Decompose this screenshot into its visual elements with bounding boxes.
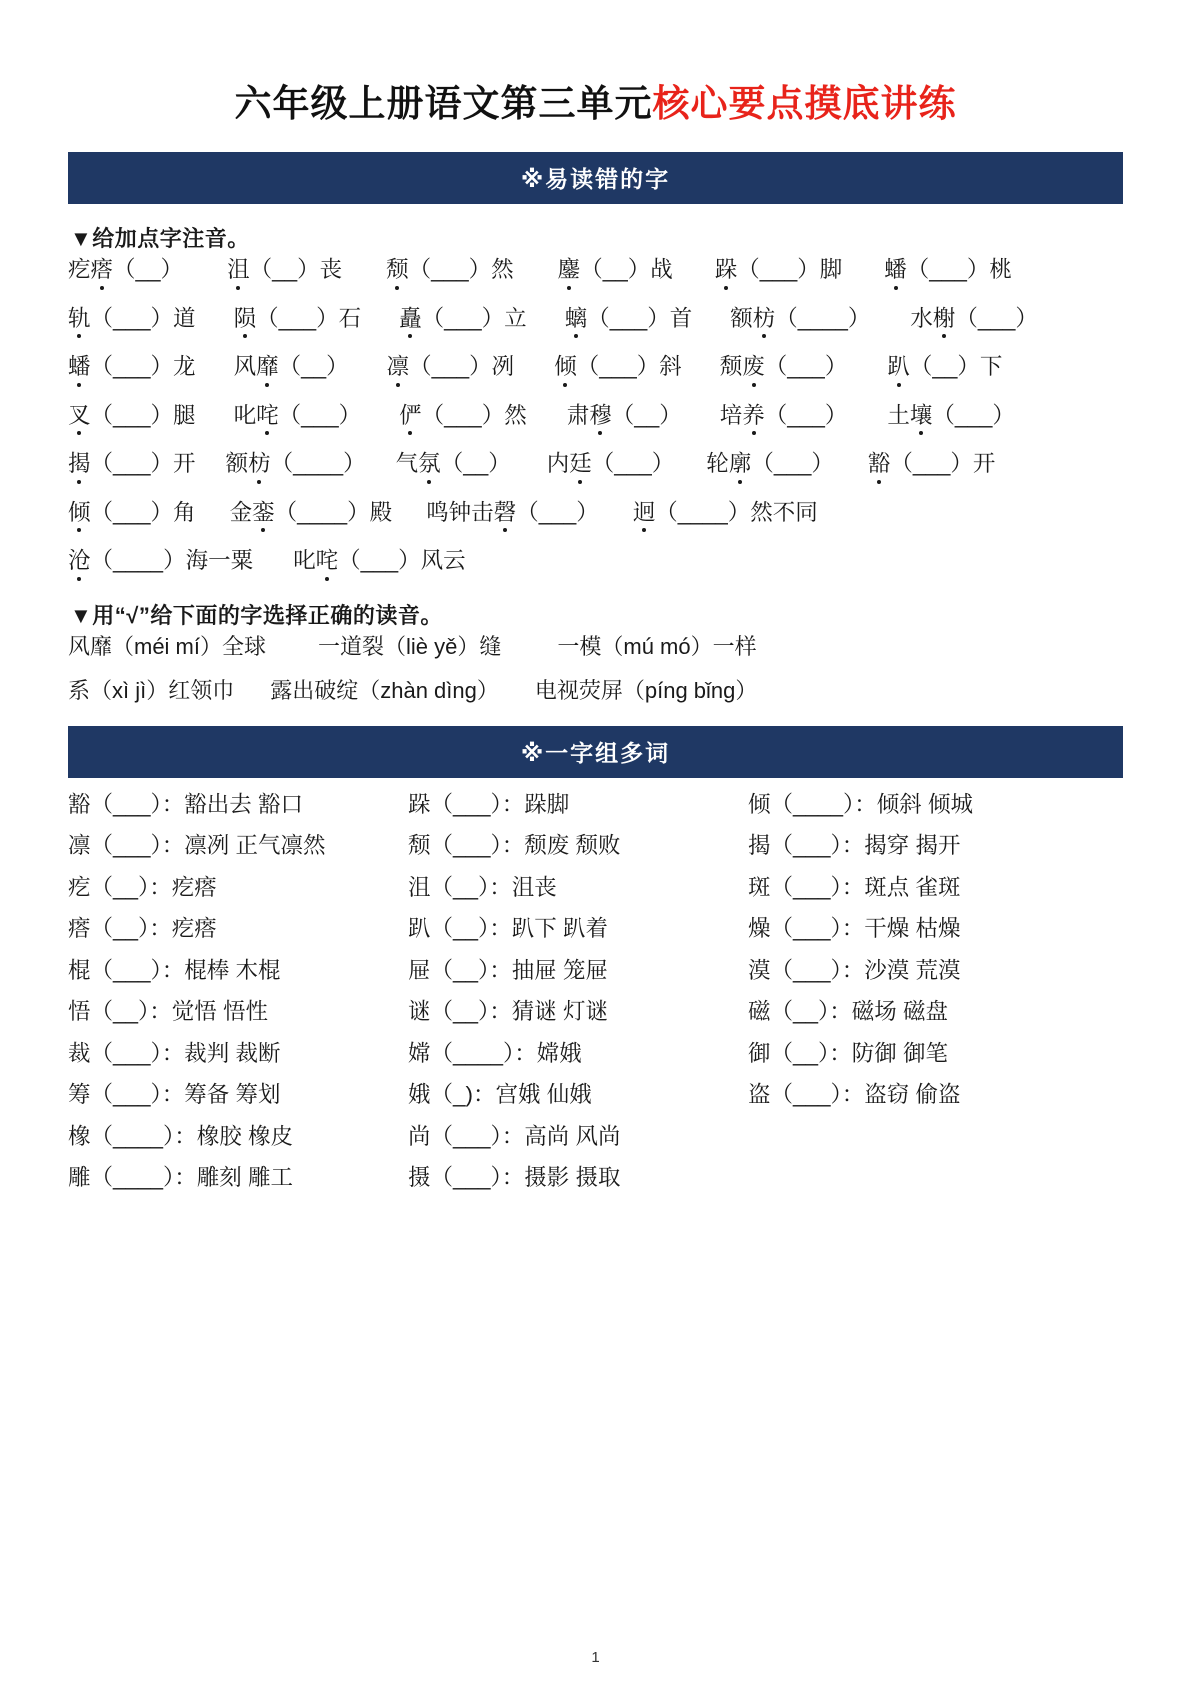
item-prefix: 轮 [706, 451, 729, 477]
answer-blank[interactable]: （___） [955, 305, 1038, 331]
word-building-cell[interactable]: 尚（___）：高尚 风尚 [408, 1123, 621, 1149]
answer-blank[interactable]: （____）海一粟 [90, 548, 254, 574]
word-building-cell[interactable]: 趴（__）：趴下 趴着 [408, 916, 609, 942]
item-prefix: 额 [225, 451, 249, 477]
dotted-character: 豁 [867, 451, 891, 477]
pinyin-exercise-item [396, 453, 511, 482]
item-prefix: 额 [730, 305, 753, 331]
pinyin-exercise-item [887, 356, 1002, 385]
pinyin-exercise-item [234, 356, 349, 385]
choose-reading-item[interactable]: 风靡（méi mí）全球 [68, 633, 267, 659]
answer-blank[interactable]: （___） [751, 451, 834, 477]
answer-blank[interactable]: （___）龙 [90, 354, 196, 380]
item-prefix: 内 [546, 451, 570, 477]
section-header-label-1: ※易读错的字 [520, 166, 671, 193]
word-building-grid [68, 791, 1123, 1191]
word-building-cell[interactable]: 跺（___）：跺脚 [408, 791, 570, 817]
dotted-character: 沮 [227, 257, 250, 283]
word-building-cell[interactable]: 沮（__）：沮丧 [408, 874, 557, 900]
word-building-cell[interactable]: 御（__）：防御 御笔 [748, 1040, 949, 1066]
dotted-character: 颓 [386, 257, 409, 283]
dotted-character: 氛 [418, 451, 441, 477]
pinyin-exercise-row [68, 499, 1123, 531]
answer-blank[interactable]: （___） [764, 354, 848, 380]
section-header-yizizuoduoci [68, 726, 1123, 778]
pinyin-exercise-item [226, 453, 366, 482]
pinyin-exercise-item [229, 499, 393, 531]
page-number: 1 [591, 1649, 600, 1666]
answer-blank[interactable]: （___）斜 [576, 354, 682, 380]
dotted-character: 枋 [752, 305, 776, 331]
answer-blank[interactable]: （__） [611, 402, 682, 428]
dotted-character: 廓 [728, 451, 752, 477]
dotted-character: 銮 [252, 499, 275, 525]
pinyin-exercise-row [68, 305, 1123, 337]
answer-blank[interactable]: （__） [278, 354, 349, 380]
word-building-cell[interactable]: 雕（____）：雕刻 雕工 [68, 1165, 294, 1191]
dotted-character: 蟠 [68, 354, 91, 380]
word-building-cell[interactable]: 斑（___）：斑点 雀斑 [748, 874, 961, 900]
dotted-character: 咤 [256, 402, 279, 428]
pinyin-exercise-item [706, 453, 834, 482]
dotted-character: 磬 [493, 499, 517, 525]
pinyin-exercise-item [233, 402, 362, 434]
item-prefix: 鸣钟击 [426, 499, 494, 525]
pinyin-exercise-item [868, 453, 996, 482]
item-prefix: 水 [910, 305, 933, 331]
choose-reading-item[interactable]: 一模（mú mó）一样 [557, 633, 757, 659]
answer-blank[interactable]: （___）石 [256, 305, 362, 331]
dotted-character: 矗 [399, 305, 422, 331]
pinyin-exercise-row [68, 402, 1123, 434]
pinyin-exercise-row [68, 550, 1123, 579]
item-prefix: 土 [887, 402, 910, 428]
dotted-character: 叉 [68, 402, 91, 428]
dotted-character: 沧 [68, 548, 91, 574]
answer-blank[interactable]: （__）丧 [249, 257, 343, 283]
pinyin-exercise-item [387, 356, 515, 385]
word-building-cell[interactable]: 豁（___）：豁出去 豁口 [68, 791, 304, 817]
word-building-row [68, 835, 1123, 858]
word-building-cell[interactable]: 橡（____）：橡胶 橡皮 [68, 1123, 294, 1149]
answer-blank[interactable]: （___）角 [90, 499, 196, 525]
word-building-cell[interactable]: 倾（____）：倾斜 倾城 [748, 791, 974, 817]
word-building-cell[interactable]: 棍（___）：棍棒 木棍 [68, 957, 281, 983]
pinyin-exercise-item [719, 402, 848, 434]
answer-blank[interactable]: （__） [440, 451, 511, 477]
word-building-cell[interactable]: 凛（___）：凛冽 正气凛然 [68, 833, 326, 859]
dotted-character: 鏖 [557, 257, 581, 283]
choose-reading-item[interactable]: 一道裂（liè yě）缝 [318, 633, 502, 659]
page-title-black: 六年级上册语文第三单元 [234, 83, 653, 124]
word-building-row [68, 1084, 1123, 1107]
dotted-character: 倾 [554, 354, 577, 380]
pinyin-exercise-item [715, 259, 843, 288]
word-building-cell[interactable]: 筹（___）：筹备 筹划 [68, 1082, 281, 1108]
answer-blank[interactable]: （__）下 [909, 354, 1003, 380]
section-header-yidoucuo [68, 152, 1123, 204]
answer-blank[interactable]: （___）立 [421, 305, 527, 331]
pinyin-exercise-row [68, 259, 1123, 288]
dotted-character: 壤 [909, 402, 933, 428]
pinyin-exercise-item [720, 356, 848, 385]
answer-blank[interactable]: （___）腿 [90, 402, 196, 428]
dotted-character: 趴 [887, 354, 910, 380]
pinyin-exercise-item [68, 550, 253, 579]
subheading-zhuyin: ▼给加点字注音。 [70, 226, 250, 252]
pinyin-exercise-item [632, 499, 818, 531]
page-title [68, 80, 1123, 128]
answer-blank[interactable]: （___）首 [587, 305, 693, 331]
item-prefix: 肃 [566, 402, 590, 428]
pinyin-exercise-item [558, 259, 673, 288]
answer-blank[interactable]: （___） [278, 402, 362, 428]
dotted-character: 倾 [68, 499, 91, 525]
pinyin-exercise-item [233, 305, 362, 337]
dotted-character: 榭 [932, 305, 956, 331]
pinyin-exercise-row [68, 356, 1123, 385]
answer-blank[interactable]: （___）冽 [409, 354, 515, 380]
dotted-character: 咤 [315, 548, 339, 574]
answer-blank[interactable]: （___） [516, 499, 599, 525]
pinyin-exercise-item [227, 259, 342, 288]
item-prefix: 风 [233, 354, 257, 380]
word-building-cell[interactable] [748, 1167, 1068, 1190]
answer-blank[interactable]: （___）开 [890, 451, 996, 477]
pinyin-exercise-item [293, 550, 466, 579]
answer-blank[interactable]: （___）道 [90, 305, 196, 331]
answer-blank[interactable]: （___）桃 [906, 257, 1012, 283]
item-prefix: 叱 [233, 402, 257, 428]
word-building-row [68, 1040, 1123, 1066]
word-building-row [68, 1123, 1123, 1149]
pinyin-exercise-item [547, 453, 675, 482]
answer-blank[interactable]: （____） [270, 451, 366, 477]
answer-blank[interactable]: （___） [764, 402, 848, 428]
answer-blank[interactable]: （___） [591, 451, 675, 477]
answer-blank[interactable]: （__） [113, 257, 184, 283]
dotted-character: 靡 [256, 354, 279, 380]
choose-reading-row [68, 677, 1123, 703]
pinyin-exercise-item [399, 305, 527, 337]
dotted-character: 枋 [248, 451, 271, 477]
pinyin-exercise-item [554, 356, 682, 385]
page-title-red: 核心要点摸底讲练 [652, 83, 957, 124]
word-building-cell[interactable] [748, 1126, 1068, 1149]
word-building-row [68, 957, 1123, 983]
choose-reading-item[interactable]: 系（xì jì）红领巾 [68, 677, 235, 703]
dotted-character: 废 [742, 354, 765, 380]
pinyin-exercise-item [884, 259, 1012, 288]
dotted-character: 俨 [399, 402, 422, 428]
dotted-character: 轨 [68, 305, 91, 331]
dotted-character: 跺 [714, 257, 738, 283]
answer-blank[interactable]: （___） [932, 402, 1015, 428]
word-building-cell[interactable]: 悟（__）：觉悟 悟性 [68, 999, 269, 1025]
dotted-character: 蟠 [884, 257, 907, 283]
pinyin-exercise-row [68, 453, 1123, 482]
pinyin-exercise-item [386, 259, 514, 288]
word-building-cell[interactable]: 磁（__）：磁场 磁盘 [748, 999, 949, 1025]
pinyin-exercise-item [910, 305, 1038, 337]
word-building-cell[interactable]: 揭（___）：揭穿 揭开 [748, 833, 961, 859]
pinyin-exercise-item [887, 402, 1015, 434]
pinyin-exercise-item [426, 499, 599, 531]
word-building-row [68, 1001, 1123, 1024]
word-building-cell[interactable]: 摄（___）：摄影 摄取 [408, 1165, 621, 1191]
answer-blank[interactable]: （___）开 [90, 451, 196, 477]
pinyin-exercise-item [68, 453, 196, 482]
item-prefix: 疙 [68, 257, 91, 283]
choose-reading-row [68, 633, 1123, 659]
answer-blank[interactable]: （____）殿 [274, 499, 393, 525]
dotted-character: 养 [742, 402, 765, 428]
subheading-choose-reading: ▼用“√”给下面的字选择正确的读音。 [70, 602, 443, 628]
pinyin-exercise-item [68, 499, 196, 531]
pinyin-exercise-item [68, 402, 196, 434]
word-building-row [68, 918, 1123, 941]
word-building-row [68, 791, 1123, 817]
choose-reading-list [68, 633, 1123, 703]
word-building-cell[interactable]: 疙（__）：疙瘩 [68, 874, 217, 900]
word-building-cell[interactable]: 瘩（__）：疙瘩 [68, 916, 217, 942]
word-building-cell[interactable]: 屉（__）：抽屉 笼屉 [408, 957, 609, 983]
dotted-character: 螭 [564, 305, 588, 331]
word-building-cell[interactable]: 盗（___）：盗窃 偷盗 [748, 1082, 961, 1108]
pinyin-exercise-item [730, 305, 871, 337]
item-prefix: 培 [719, 402, 743, 428]
dotted-character: 凛 [386, 354, 410, 380]
word-building-cell[interactable]: 谜（__）：猜谜 灯谜 [408, 999, 609, 1025]
answer-blank[interactable]: （___）脚 [737, 257, 843, 283]
answer-blank[interactable]: （___）然 [421, 402, 527, 428]
word-building-row [68, 1167, 1123, 1190]
word-building-cell[interactable]: 颓（___）：颓废 颓败 [408, 833, 621, 859]
section-header-label-2: ※一字组多词 [520, 739, 671, 766]
dotted-character: 揭 [68, 451, 91, 477]
pinyin-exercise-item [566, 402, 682, 434]
answer-blank[interactable]: （___）风云 [338, 548, 466, 574]
pinyin-exercise-item [68, 305, 196, 337]
word-building-cell[interactable]: 嫦（____）：嫦娥 [408, 1040, 582, 1066]
pinyin-exercise-item [68, 259, 183, 288]
item-prefix: 颓 [719, 354, 743, 380]
choose-reading-item[interactable]: 电视荧屏（píng bǐng） [534, 677, 758, 703]
item-prefix: 气 [395, 451, 419, 477]
answer-blank[interactable]: （____）然不同 [655, 499, 818, 525]
dotted-character: 陨 [233, 305, 257, 331]
word-building-cell[interactable]: 裁（___）：裁判 裁断 [68, 1040, 281, 1066]
pinyin-exercise-item [564, 305, 693, 337]
answer-blank[interactable]: （__）战 [580, 257, 673, 283]
choose-reading-item[interactable]: 露出破绽（zhàn dìng） [270, 677, 499, 703]
dotted-character: 廷 [569, 451, 592, 477]
pinyin-exercise-item [399, 402, 527, 434]
answer-blank[interactable]: （____） [775, 305, 871, 331]
pinyin-exercise-list [68, 259, 1123, 579]
word-building-cell[interactable]: 燥（___）：干燥 枯燥 [748, 916, 961, 942]
dotted-character: 迥 [632, 499, 656, 525]
item-prefix: 叱 [293, 548, 316, 574]
dotted-character: 穆 [589, 402, 612, 428]
pinyin-exercise-item [68, 356, 196, 385]
item-prefix: 金 [229, 499, 253, 525]
word-building-cell[interactable]: 漠（___）：沙漠 荒漠 [748, 957, 961, 983]
dotted-character: 瘩 [90, 257, 114, 283]
word-building-row [68, 874, 1123, 900]
word-building-cell[interactable]: 娥（_)：宫娥 仙娥 [408, 1082, 592, 1108]
answer-blank[interactable]: （___）然 [408, 257, 514, 283]
